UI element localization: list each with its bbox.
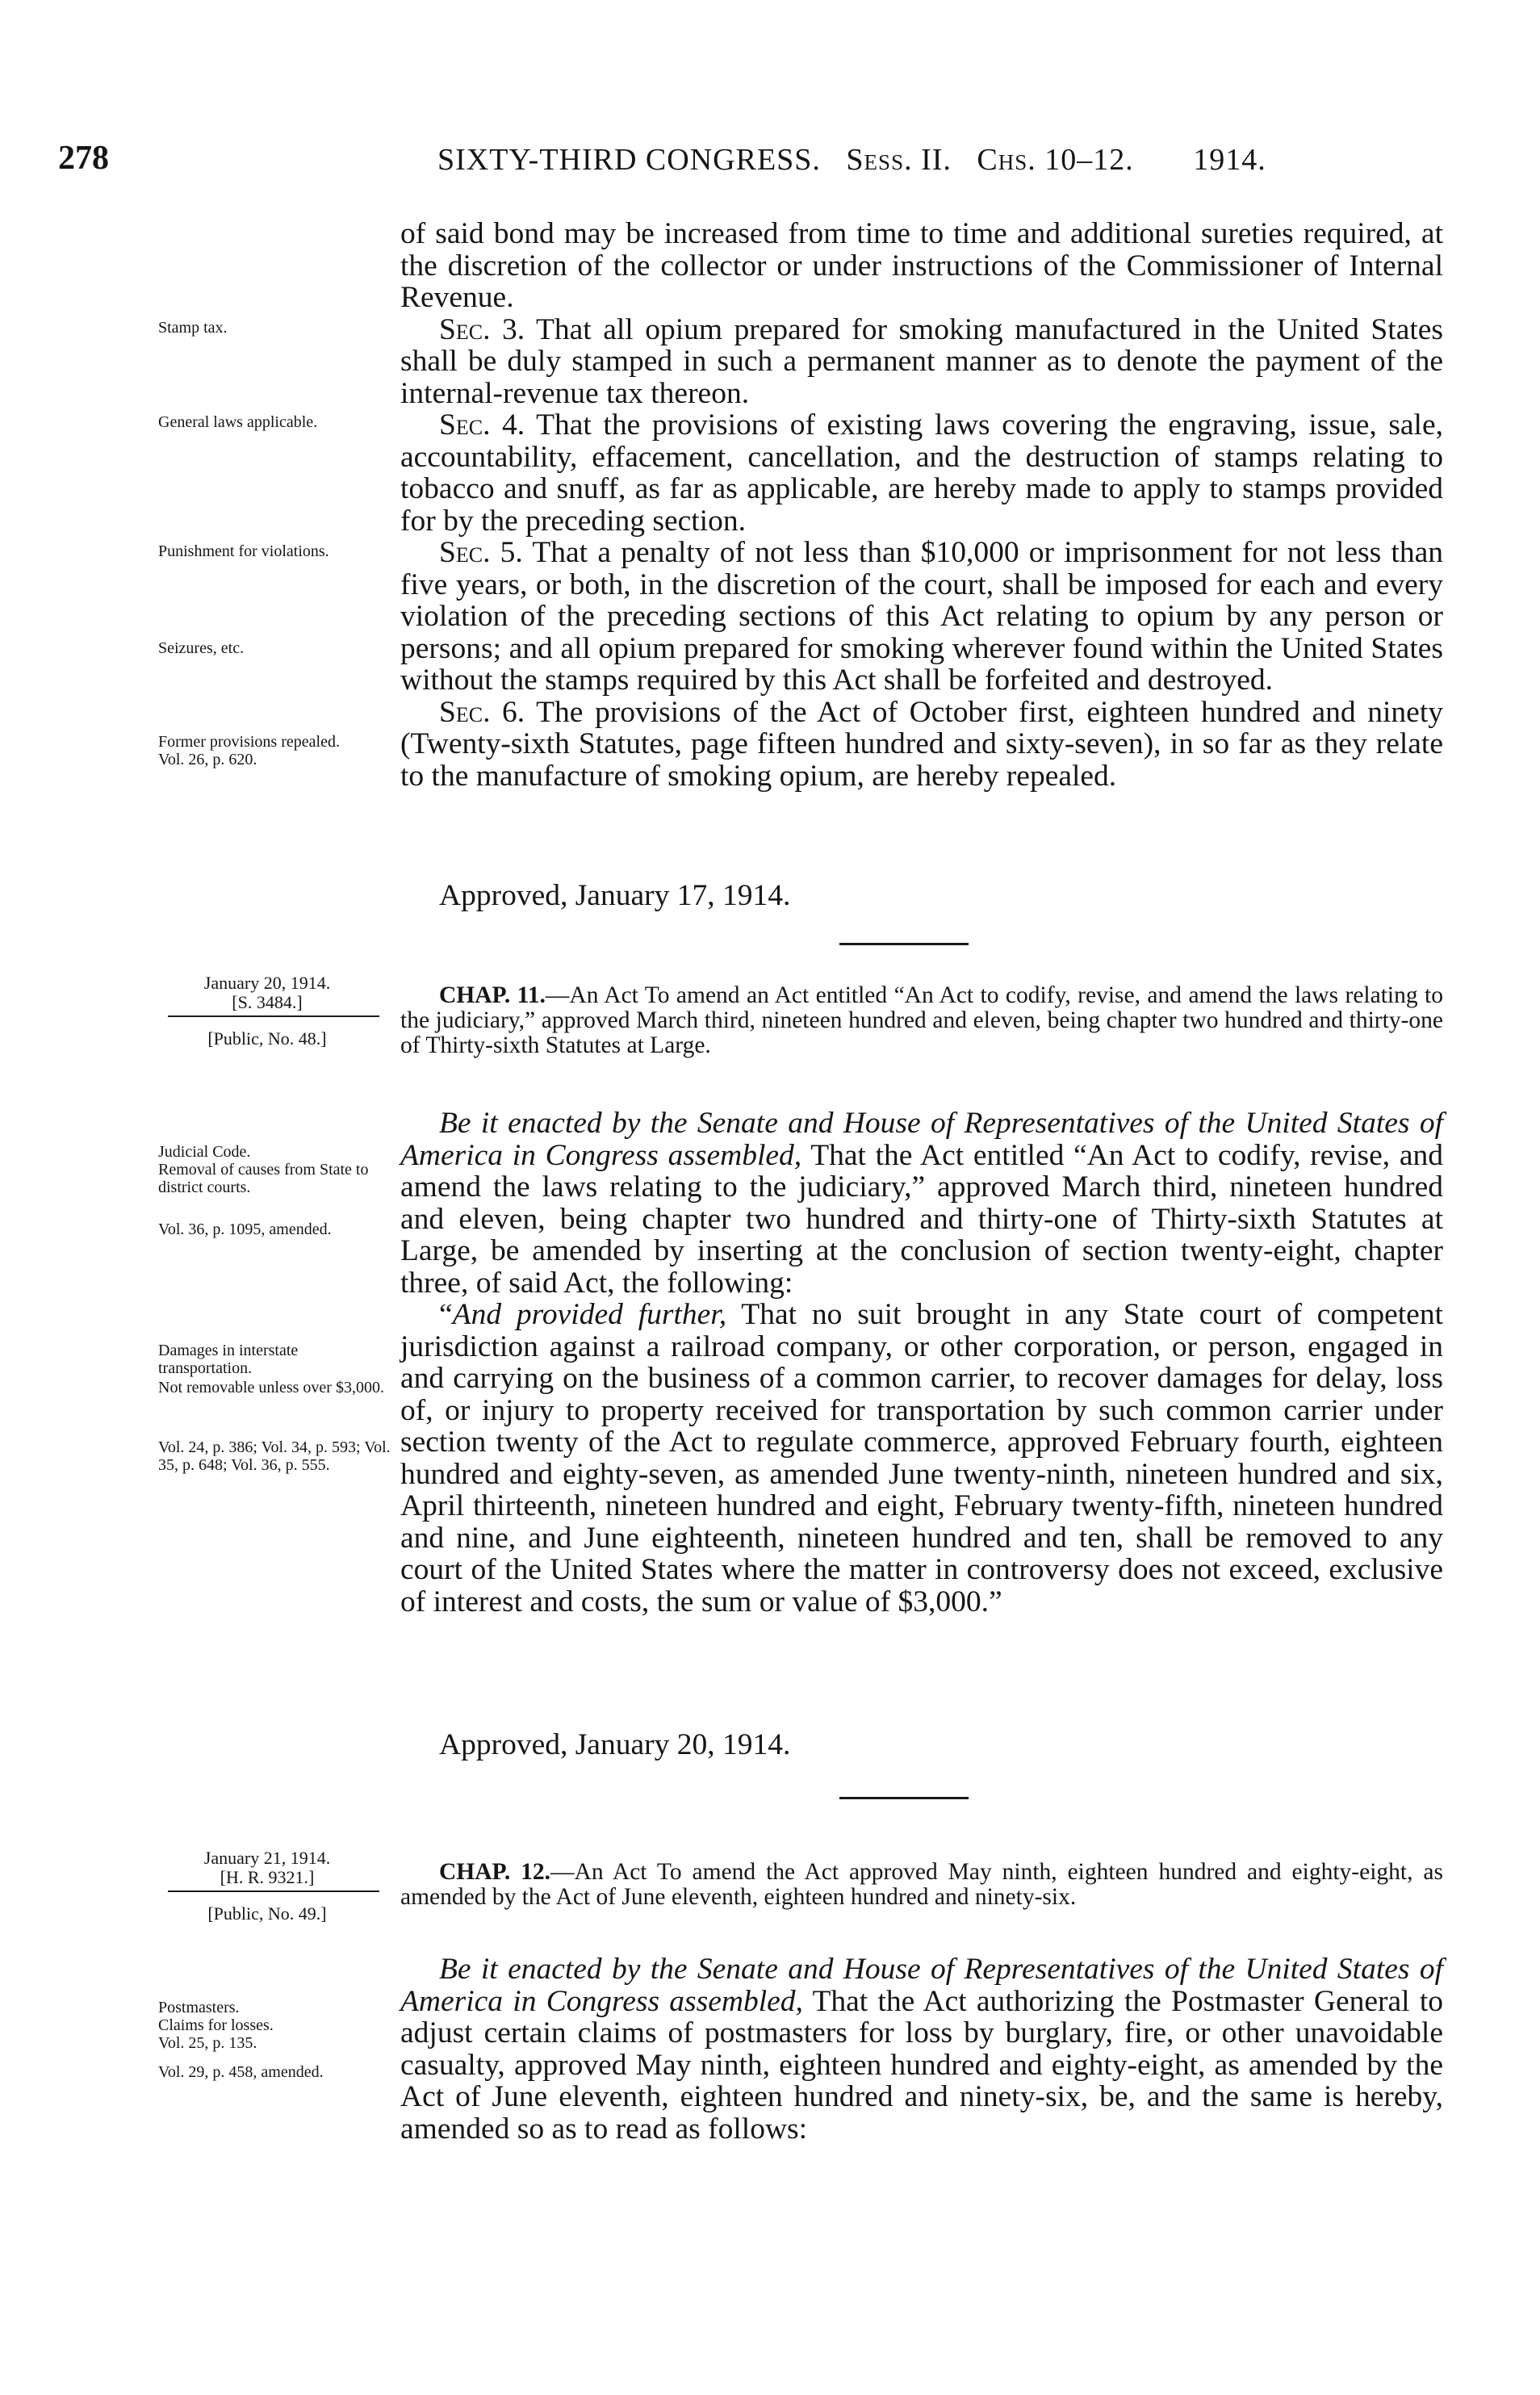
chap11-public: [Public, No. 48.] — [207, 1028, 327, 1049]
chap12-enacting — [400, 1953, 1443, 2145]
running-head-session: Sess. II. — [846, 143, 952, 177]
chap12-body — [400, 1953, 1443, 2145]
margin-note-vol25: Vol. 25, p. 135. — [158, 2034, 257, 2052]
sec6-text: The provisions of the Act of October first, eighteen hundred and ninety (Twenty-sixth Statutes, page fifteen hundred and sixty-seven), in so far as they relate to the manufacture of smoking opium, are hereby repealed. — [400, 695, 1443, 793]
section-divider — [839, 1797, 969, 1799]
chap12-title: —An Act To amend the Act approved May ninth, eighteen hundred and eighty-eight, as amended by the Act of June eleventh, eighteen hundred and ninety-six. — [400, 1859, 1443, 1910]
chap11-proviso-italic: And provided further, — [452, 1298, 727, 1331]
chap10-sec3 — [400, 314, 1443, 410]
chap12-enacting-italic: Be it enacted by the Senate and House of Representatives of the United States of America in Congress assembled, — [400, 1953, 1443, 2018]
margin-note-vol29: Vol. 29, p. 458, amended. — [158, 2063, 324, 2081]
sec3-label: Sec. 3. — [439, 312, 525, 346]
sec4-text: That the provisions of existing laws covering the engraving, issue, sale, accountability, effacement, cancellation, and the destruction of stamps relating to tobacco and snuff, as far as applicable, are hereby made to apply to stamps provided for by the preceding section. — [400, 408, 1443, 538]
margin-note-claims: Claims for losses. — [158, 2016, 274, 2034]
running-head-title — [437, 142, 1266, 178]
chap11-sidehead — [158, 973, 376, 1012]
chap10-sec4 — [400, 409, 1443, 537]
chap11-sidehead-rule — [168, 1015, 379, 1017]
chap12-title-para — [400, 1860, 1443, 1910]
running-head — [0, 139, 1540, 187]
running-head-chapters: Chs. 10–12. — [977, 143, 1134, 177]
margin-note-vol26: Vol. 26, p. 620. — [158, 751, 257, 768]
running-head-year: 1914. — [1193, 143, 1266, 177]
margin-note-punishment: Punishment for violations. — [158, 542, 329, 560]
margin-note-stamp-tax: Stamp tax. — [158, 319, 228, 337]
chap11-bill: [S. 3484.] — [232, 992, 303, 1012]
margin-note-judicial-code: Judicial Code. — [158, 1143, 251, 1161]
chap12-label: CHAP. 12. — [439, 1859, 551, 1885]
margin-note-vol36: Vol. 36, p. 1095, amended. — [158, 1221, 332, 1238]
chap11-date: January 20, 1914. — [203, 973, 331, 993]
margin-note-seizures: Seizures, etc. — [158, 639, 245, 657]
chap12-sidehead-rule — [168, 1890, 379, 1892]
running-head-congress: SIXTY-THIRD CONGRESS. — [437, 143, 821, 177]
chap11-enacting-text: That the Act entitled “An Act to codify, revise, and amend the laws relating to the judiciary,” approved March third, nineteen hundred and eleven, being chapter two hundred and thirty-one of Thirty-sixth Statutes at Large, be amended by inserting at the conclusion of section twenty-eight, chapter three, of said Act, the following: — [400, 1138, 1443, 1300]
chap10-continuation: of said bond may be increased from time to time and additional sureties required, at the discretion of the collector or under instructions of the Commissioner of Internal Revenue. — [400, 217, 1443, 314]
chap12-enacting-text: That the Act authorizing the Postmaster General to adjust certain claims of postmasters for loss by burglary, fire, or other unavoidable casualty, approved May ninth, eighteen hundred and eighty-eight, as amended by the Act of June eleventh, eighteen hundred and ninety-six, be, and the same is hereby, amended so as to read as follows: — [400, 1984, 1443, 2146]
sec6-label: Sec. 6. — [439, 695, 525, 729]
margin-note-removal: Removal of causes from State to district courts. — [158, 1161, 369, 1196]
chap11-enacting-italic: Be it enacted by the Senate and House of Representatives of the United States of America in Congress assembled, — [400, 1107, 1443, 1172]
margin-note-general-laws: General laws applicable. — [158, 413, 318, 431]
chap12-date: January 21, 1914. — [203, 1848, 331, 1868]
sec3-text: That all opium prepared for smoking manufactured in the United States shall be duly stamped in such a permanent manner as to denote the payment of the internal-revenue tax thereon. — [400, 312, 1443, 410]
sec5-text: That a penalty of not less than $10,000 or imprisonment for not less than five years, or both, in the discretion of the court, shall be imposed for each and every violation of the preceding sections of this Act relating to opium by any person or persons; and all opium prepared for smoking wherever found within the United States without the stamps required by this Act shall be forfeited and destroyed. — [400, 536, 1443, 697]
chap11-title-para — [400, 983, 1443, 1058]
sec4-label: Sec. 4. — [439, 408, 525, 442]
chap11-proviso-text: That no suit brought in any State court of competent jurisdiction against a railroad company, or other corporation, or person, engaged in and carrying on the business of a common carrier, to recover damages for delay, loss of, or injury to property received for transportation by such common carrier under section twenty of the Act to regulate commerce, approved February fourth, eighteen hundred and eighty-seven, as amended June twenty-ninth, nineteen hundred and six, April thirteenth, nineteen hundred and eight, February twenty-fifth, nineteen hundred and nine, and June eighteenth, nineteen hundred and ten, shall be removed to any court of the United States where the matter in controversy does not exceed, exclusive of interest and costs, the sum or value of $3,000.” — [400, 1298, 1443, 1618]
page-number: 278 — [58, 140, 109, 177]
margin-note-damages: Damages in interstate transportation. — [158, 1342, 299, 1377]
chap12-sidehead — [158, 1849, 376, 1887]
chap11-enacting — [400, 1107, 1443, 1299]
margin-note-vol24: Vol. 24, p. 386; Vol. 34, p. 593; Vol. 35, p. 648; Vol. 36, p. 555. — [158, 1438, 391, 1474]
chap11-proviso-open: “ — [439, 1298, 453, 1331]
section-divider — [839, 943, 969, 945]
sec5-label: Sec. 5. — [439, 536, 523, 569]
chap11-body — [400, 1107, 1443, 1618]
chap12-public: [Public, No. 49.] — [207, 1903, 327, 1924]
margin-note-former-provisions — [158, 733, 392, 768]
margin-note-postmasters: Postmasters. — [158, 1999, 240, 2016]
chap11-label: CHAP. 11. — [439, 982, 546, 1008]
chap11-heading — [400, 983, 1443, 1058]
margin-note-former-provisions-text: Former provisions repealed. — [158, 733, 340, 751]
chap10-body — [400, 218, 1443, 792]
chap10-approved: Approved, January 17, 1914. — [439, 879, 791, 912]
chap10-sec6 — [400, 697, 1443, 793]
chap12-bill: [H. R. 9321.] — [220, 1867, 315, 1887]
chap12-heading — [400, 1860, 1443, 1910]
chap11-approved: Approved, January 20, 1914. — [439, 1728, 791, 1761]
chap11-title: —An Act To amend an Act entitled “An Act to codify, revise, and amend the laws relating to the judiciary,” approved March third, nineteen hundred and eleven, being chapter two hundred and thirty-one of Thirty-sixth Statutes at Large. — [400, 982, 1443, 1058]
chap10-sec5 — [400, 537, 1443, 697]
chap11-proviso — [400, 1299, 1443, 1618]
margin-note-not-removable: Not removable unless over $3,000. — [158, 1379, 384, 1396]
